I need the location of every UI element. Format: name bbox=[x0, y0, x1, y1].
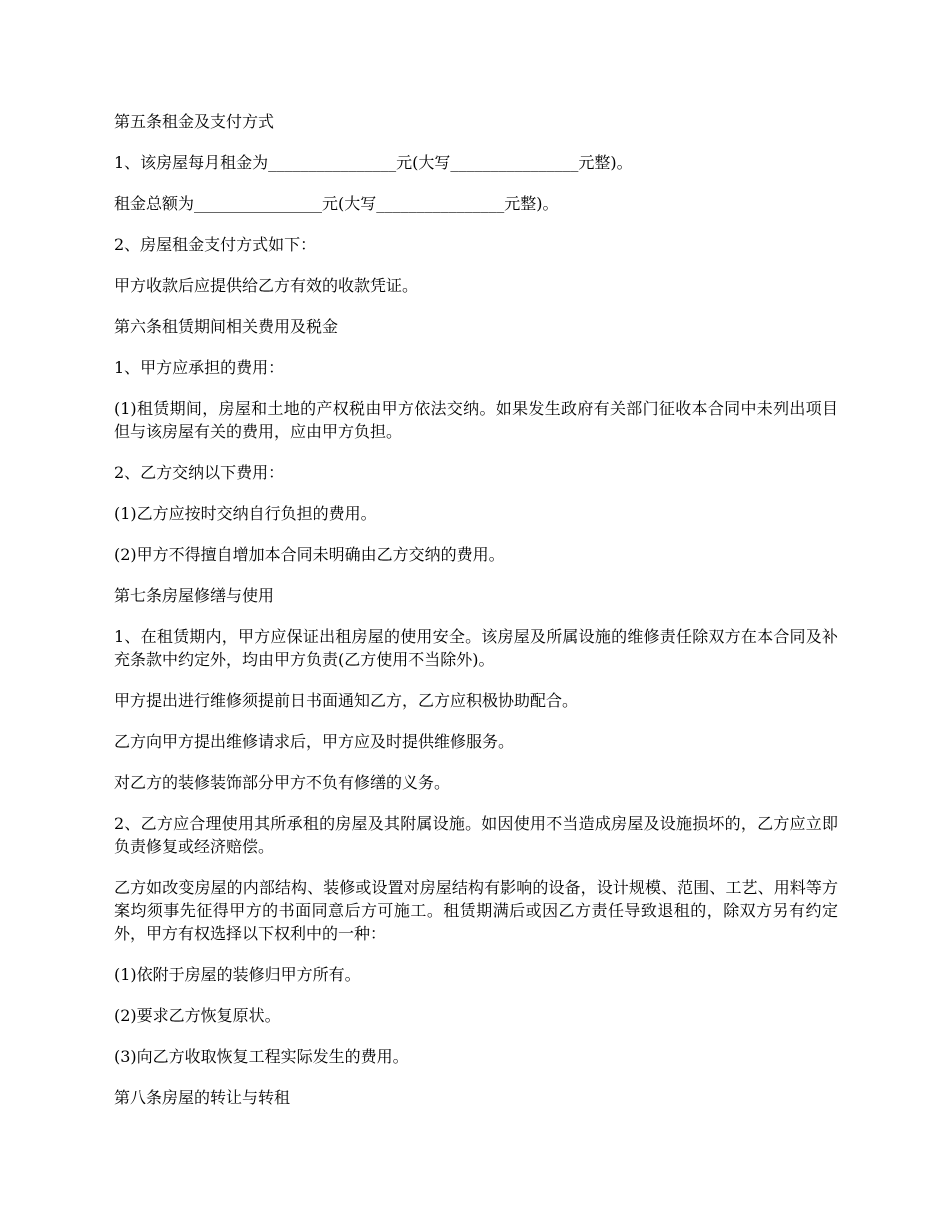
reasonable-use-clause: 2、乙方应合理使用其所承租的房屋及其附属设施。如因使用不当造成房屋及设施损坏的，乙方应立即负责修复或经济赔偿。 bbox=[114, 814, 838, 856]
section-heading-article-6: 第六条租赁期间相关费用及税金 bbox=[114, 317, 339, 336]
option-item-3: (3)向乙方收取恢复工程实际发生的费用。 bbox=[114, 1047, 409, 1066]
monthly-rent-clause: 1、该房屋每月租金为________________元(大写________________元整)。 bbox=[114, 153, 633, 172]
repair-notice-clause: 甲方提出进行维修须提前日书面通知乙方，乙方应积极协助配合。 bbox=[114, 691, 579, 710]
structure-change-clause: 乙方如改变房屋的内部结构、装修或设置对房屋结构有影响的设备，设计规模、范围、工艺、用料等方案均须事先征得甲方的书面同意后方可施工。租赁期满后或因乙方责任导致退租的，除双方另有约定外，甲方有权选择以下权利中的一种： bbox=[114, 878, 838, 943]
total-rent-clause: 租金总额为________________元(大写________________元整)。 bbox=[114, 194, 559, 213]
section-heading-article-7: 第七条房屋修缮与使用 bbox=[114, 586, 275, 605]
option-item-1: (1)依附于房屋的装修归甲方所有。 bbox=[114, 965, 361, 984]
receipt-clause: 甲方收款后应提供给乙方有效的收款凭证。 bbox=[114, 276, 419, 295]
section-heading-article-8: 第八条房屋的转让与转租 bbox=[114, 1088, 291, 1107]
option-item-2: (2)要求乙方恢复原状。 bbox=[114, 1006, 281, 1025]
party-a-fees-heading: 1、甲方应承担的费用： bbox=[114, 358, 285, 377]
repair-responsibility-clause: 1、在租赁期内，甲方应保证出租房屋的使用安全。该房屋及所属设施的维修责任除双方在本合同及补充条款中约定外，均由甲方负责(乙方使用不当除外)。 bbox=[114, 627, 838, 669]
party-b-fees-item-2: (2)甲方不得擅自增加本合同未明确由乙方交纳的费用。 bbox=[114, 545, 505, 564]
party-a-fees-item-1: (1)租赁期间，房屋和土地的产权税由甲方依法交纳。如果发生政府有关部门征收本合同中未列出项目但与该房屋有关的费用，应由甲方负担。 bbox=[114, 399, 838, 441]
document-page bbox=[114, 110, 838, 1127]
party-b-fees-heading: 2、乙方交纳以下费用： bbox=[114, 463, 285, 482]
decoration-repair-clause: 对乙方的装修装饰部分甲方不负有修缮的义务。 bbox=[114, 773, 451, 792]
payment-method-clause: 2、房屋租金支付方式如下： bbox=[114, 235, 317, 254]
repair-request-clause: 乙方向甲方提出维修请求后，甲方应及时提供维修服务。 bbox=[114, 732, 515, 751]
section-heading-article-5: 第五条租金及支付方式 bbox=[114, 112, 275, 131]
party-b-fees-item-1: (1)乙方应按时交纳自行负担的费用。 bbox=[114, 504, 377, 523]
